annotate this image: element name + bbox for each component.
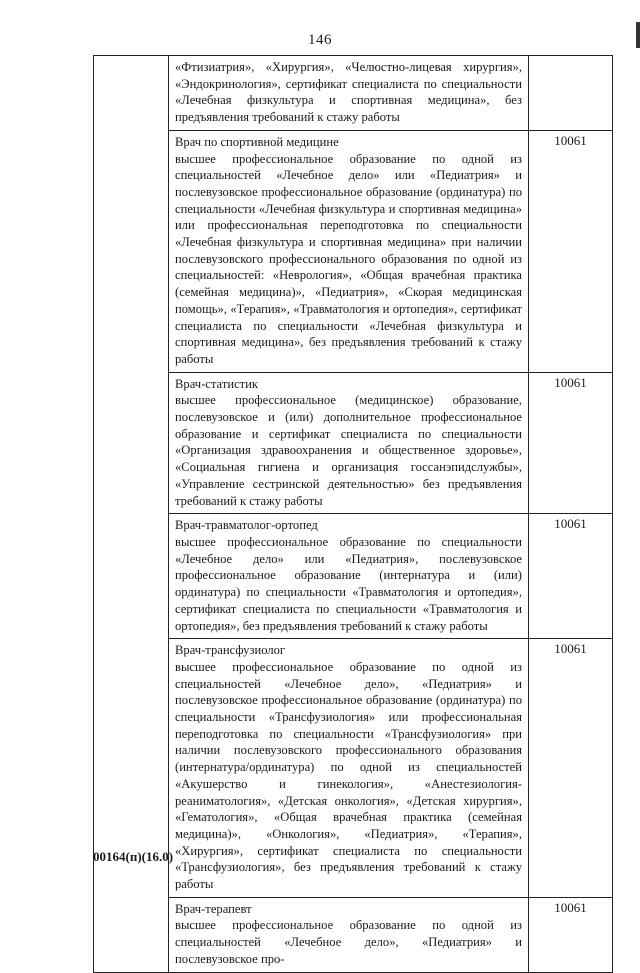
requirements-cell	[169, 56, 529, 131]
code-cell	[529, 56, 613, 131]
requirements-cell	[169, 514, 529, 639]
position-code	[529, 56, 612, 58]
position-code: 10061	[554, 374, 587, 390]
requirements-text: высшее профессиональное образование по одной из специальностей «Лечебное дело», «Педиатрия» и послевузовское профессиональное образование (ординатура) по специальности «Трансфузиология» или профессиональная переподготовка по специальности «Трансфузиология» при наличии послевузовского профессионального образования (интернатура/ординатура) по одной из специальностей «Акушерство и гинекология», «Анестезиология-реаниматология», «Детская онкология», «Детская хирургия», «Гематология», «Общая врачебная практика (семейная медицина)», «Онкология», «Педиатрия», «Терапия», «Хирургия», сертификат специалиста по специальности «Трансфузиология», без предъявления требований к стажу работы	[175, 659, 522, 892]
position-title: Врач по спортивной медицине	[175, 134, 339, 149]
table-row	[94, 130, 613, 372]
code-cell	[529, 372, 613, 514]
table-row	[94, 372, 613, 514]
requirements-text: высшее профессиональное образование по одной из специальностей «Лечебное дело» или «Педиатрия» и послевузовское профессиональное образование (ординатура) по специальности «Лечебная физкультура и спортивная медицина» или профессиональная переподготовка по специальности «Лечебная физкультура и спортивная медицина» при наличии послевузовского профессионального образования по одной из специальностей: «Неврология», «Общая врачебная практика (семейная медицина)», «Педиатрия», «Скорая медицинская помощь», «Терапия», «Травматология и ортопедия», сертификат специалиста по специальности «Лечебная физкультура и спортивная медицина», без предъявления требований к стажу работы	[175, 151, 522, 366]
document-code: 00164(п)(16.0)	[93, 849, 174, 864]
table-row	[94, 514, 613, 639]
position-title: Врач-трансфузиолог	[175, 643, 286, 658]
requirements-text: высшее профессиональное образование по специальности «Лечебное дело» или «Педиатрия», послевузовское профессиональное образование (интернатура и (или) ординатура) по специальности «Травматология и ортопедия», сертификат специалиста по специальности «Травматология и ортопедия», без предъявления требований к стажу работы	[175, 534, 522, 633]
page-number: 146	[308, 32, 332, 48]
position-title: Врач-травматолог-ортопед	[175, 518, 318, 533]
table-row	[94, 56, 613, 131]
requirements-cell	[169, 897, 529, 972]
requirements-cell	[169, 372, 529, 514]
requirements-text: «Фтизиатрия», «Хирургия», «Челюстно-лицевая хирургия», «Эндокринология», сертификат специалиста по специальности «Лечебная физкультура и спортивная медицина», без предъявления требований к стажу работы	[175, 60, 522, 125]
code-cell	[529, 639, 613, 898]
group-cell	[94, 56, 169, 973]
code-cell	[529, 897, 613, 972]
position-title: Врач-терапевт	[175, 901, 252, 916]
position-code: 10061	[554, 132, 587, 148]
code-cell	[529, 130, 613, 372]
requirements-text: высшее профессиональное (медицинское) образование, послевузовское и (или) дополнительное профессиональное образование и сертификат специалиста по специальности «Организация здравоохранения и общественное здоровье», «Социальная гигиена и организация госсанэпидслужбы», «Управление сестринской деятельностью» без предъявления требований к стажу работы	[175, 393, 522, 508]
page-edge-mark	[636, 22, 640, 48]
position-code: 10061	[554, 641, 587, 657]
table-row	[94, 897, 613, 972]
requirements-cell	[169, 639, 529, 898]
position-code: 10061	[554, 516, 587, 532]
code-cell	[529, 514, 613, 639]
qualification-table	[93, 55, 613, 973]
requirements-cell	[169, 130, 529, 372]
requirements-text: высшее профессиональное образование по одной из специальностей «Лечебное дело», «Педиатрия» и послевузовское про-	[175, 918, 522, 966]
position-title: Врач-статистик	[175, 376, 259, 391]
position-code: 10061	[554, 899, 587, 915]
